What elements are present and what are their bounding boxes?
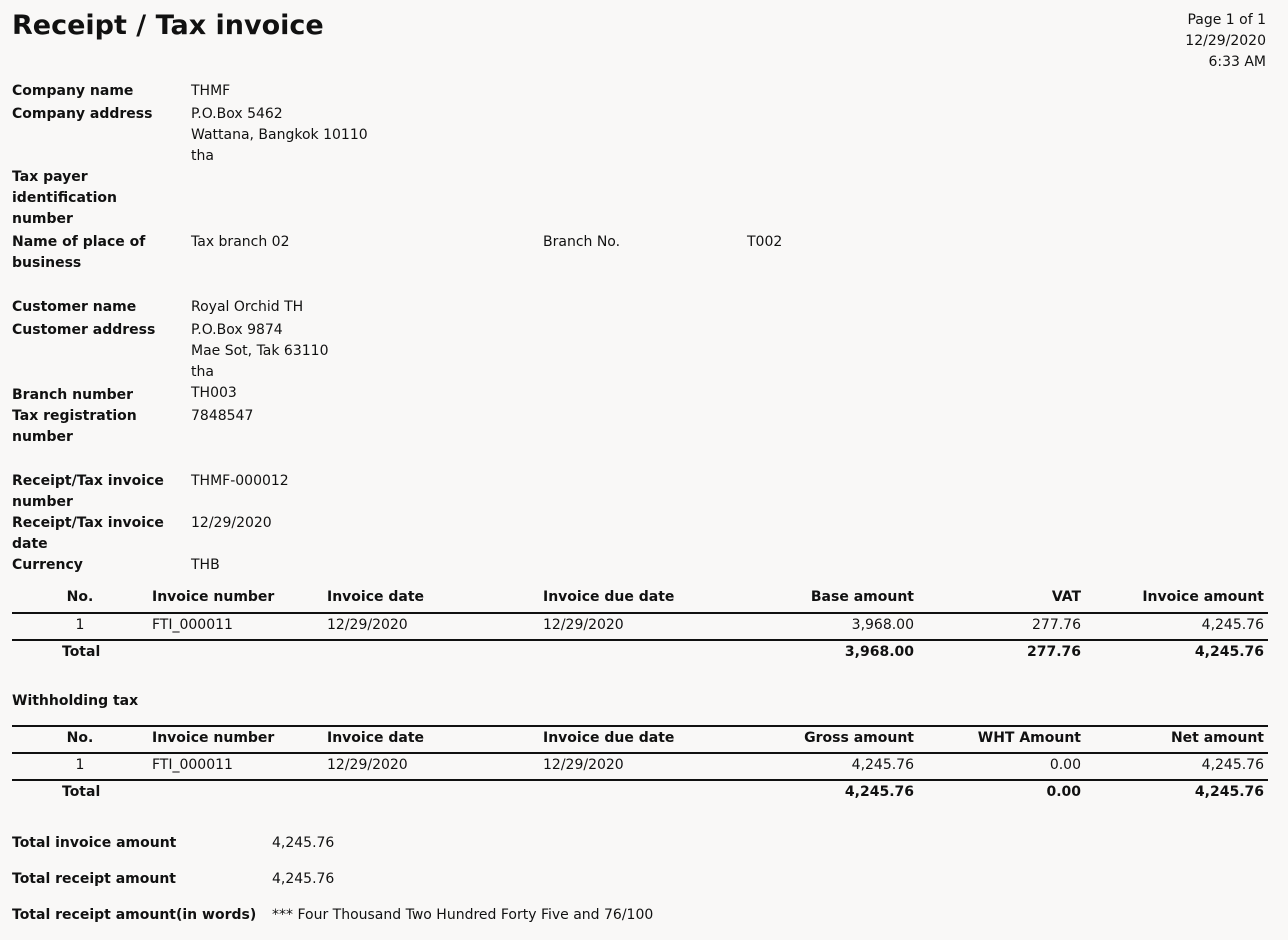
print-date: 12/29/2020 [1185, 33, 1266, 49]
currency: THB [191, 557, 220, 573]
receipt-number: THMF-000012 [191, 473, 289, 489]
wht-header-invoice-number: Invoice number [152, 730, 275, 746]
branch-no-label: Branch No. [543, 234, 621, 250]
row-vat: 277.76 [1032, 617, 1081, 633]
header-invoice-date: Invoice date [327, 589, 425, 605]
total-in-words-value: *** Four Thousand Two Hundred Forty Five and 76/100 [272, 907, 654, 923]
receipt-date-label [12, 513, 190, 555]
customer-name: Royal Orchid TH [191, 299, 304, 315]
wht-total-wht-amount: 0.00 [1046, 784, 1081, 800]
row-no: 1 [75, 617, 85, 633]
total-invoice-amount-label: Total invoice amount [12, 835, 177, 851]
wht-header-no: No. [66, 730, 94, 746]
page-title: Receipt / Tax invoice [12, 10, 324, 41]
row-invoice-date: 12/29/2020 [327, 617, 408, 633]
receipt-number-label-line1: Receipt/Tax invoice [12, 473, 164, 489]
taxreg-label-line2: number [12, 429, 73, 445]
customer-address-line1: P.O.Box 9874 [191, 322, 283, 338]
currency-label: Currency [12, 557, 83, 573]
company-address-label: Company address [12, 106, 153, 122]
company-name: THMF [191, 83, 231, 99]
wht-header-invoice-date: Invoice date [327, 730, 425, 746]
total-invoice-amount-value: 4,245.76 [272, 835, 335, 851]
total-receipt-amount-label: Total receipt amount [12, 871, 176, 887]
wht-header-wht-amount: WHT Amount [977, 730, 1081, 746]
receipt-date: 12/29/2020 [191, 515, 272, 531]
tin-label-line2: number [12, 211, 73, 227]
total-vat: 277.76 [1026, 644, 1081, 660]
place-of-business: Tax branch 02 [191, 234, 290, 250]
taxreg-label-line1: Tax registration [12, 408, 137, 424]
branch-no: T002 [747, 234, 783, 250]
receipt-number-label [12, 471, 190, 513]
page-info [1185, 10, 1266, 73]
company-address-line3: tha [191, 148, 214, 164]
total-label: Total [62, 644, 101, 660]
wht-section-title: Withholding tax [12, 693, 139, 709]
tax-registration-label [12, 406, 190, 448]
wht-header-net-amount: Net amount [1170, 730, 1264, 746]
wht-total-label: Total [62, 784, 101, 800]
wht-row-no: 1 [75, 757, 85, 773]
wht-header-invoice-due-date: Invoice due date [543, 730, 675, 746]
total-receipt-amount-value: 4,245.76 [272, 871, 335, 887]
table-divider [12, 725, 1268, 727]
receipt-date-label-line2: date [12, 536, 48, 552]
header-base-amount: Base amount [810, 589, 914, 605]
wht-total-gross-amount: 4,245.76 [844, 784, 914, 800]
branch-number-label: Branch number [12, 387, 134, 403]
customer-name-label: Customer name [12, 299, 137, 315]
tin-label [12, 167, 190, 230]
table-divider [12, 752, 1268, 754]
wht-row-gross-amount: 4,245.76 [851, 757, 914, 773]
receipt-date-label-line1: Receipt/Tax invoice [12, 515, 164, 531]
header-invoice-due-date: Invoice due date [543, 589, 675, 605]
page-number: Page 1 of 1 [1187, 12, 1266, 28]
table-divider [12, 779, 1268, 781]
wht-row-wht-amount: 0.00 [1049, 757, 1081, 773]
table-divider [12, 639, 1268, 641]
place-of-business-label [12, 232, 190, 274]
total-invoice-amount: 4,245.76 [1194, 644, 1264, 660]
row-invoice-number: FTI_000011 [152, 617, 233, 633]
receipt-number-label-line2: number [12, 494, 73, 510]
wht-header-gross-amount: Gross amount [804, 730, 914, 746]
place-label-line1: Name of place of [12, 234, 146, 250]
place-label-line2: business [12, 255, 82, 271]
wht-row-invoice-number: FTI_000011 [152, 757, 233, 773]
wht-row-invoice-date: 12/29/2020 [327, 757, 408, 773]
wht-row-net-amount: 4,245.76 [1201, 757, 1264, 773]
company-address-line1: P.O.Box 5462 [191, 106, 283, 122]
tin-label-line1: Tax payer identification [12, 169, 117, 206]
header-invoice-amount: Invoice amount [1142, 589, 1264, 605]
print-time: 6:33 AM [1208, 54, 1266, 70]
wht-total-net-amount: 4,245.76 [1194, 784, 1264, 800]
total-in-words-label: Total receipt amount(in words) [12, 907, 257, 923]
row-due-date: 12/29/2020 [543, 617, 624, 633]
company-name-label: Company name [12, 83, 134, 99]
header-no: No. [66, 589, 94, 605]
tax-registration-number: 7848547 [191, 408, 254, 424]
customer-address-label: Customer address [12, 322, 156, 338]
row-invoice-amount: 4,245.76 [1201, 617, 1264, 633]
company-address-line2: Wattana, Bangkok 10110 [191, 127, 368, 143]
row-base-amount: 3,968.00 [851, 617, 914, 633]
total-base-amount: 3,968.00 [844, 644, 914, 660]
branch-number: TH003 [191, 385, 237, 401]
header-vat: VAT [1051, 589, 1081, 605]
table-divider [12, 612, 1268, 614]
customer-address-line2: Mae Sot, Tak 63110 [191, 343, 329, 359]
customer-address-line3: tha [191, 364, 214, 380]
header-invoice-number: Invoice number [152, 589, 275, 605]
wht-row-due-date: 12/29/2020 [543, 757, 624, 773]
